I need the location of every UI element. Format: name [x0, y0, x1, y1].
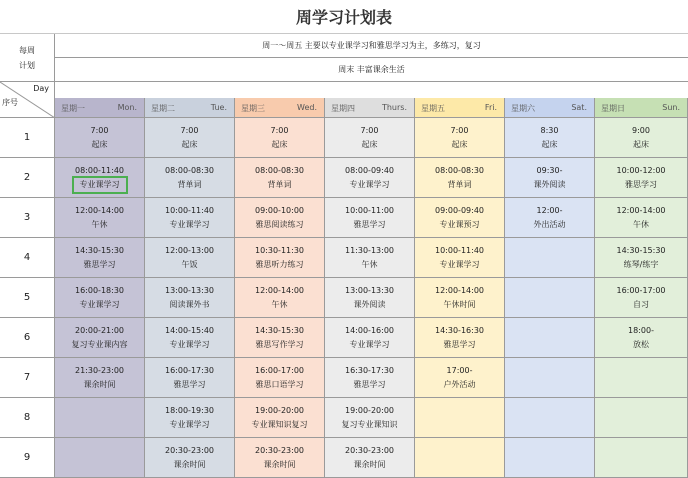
- schedule-cell-sun[interactable]: [595, 398, 688, 438]
- schedule-cell-sat[interactable]: [505, 118, 595, 158]
- schedule-cell-tue[interactable]: [145, 358, 235, 398]
- day-header-cn: 星期一: [61, 104, 85, 113]
- schedule-cell-fri[interactable]: [415, 198, 505, 238]
- cell-activity: 专业课学习: [74, 178, 126, 192]
- day-header-cn: 星期三: [241, 104, 265, 113]
- row-number[interactable]: 8: [0, 398, 55, 438]
- cell-time: 16:30-17:30: [345, 365, 394, 375]
- cell-time: 14:30-16:30: [435, 325, 484, 335]
- cell-activity: 课余时间: [353, 459, 386, 469]
- cell-time: 7:00: [270, 125, 289, 135]
- cell-activity: 背单词: [177, 179, 202, 189]
- day-header-en: Sat.: [571, 103, 587, 112]
- cell-activity: 起床: [633, 139, 649, 149]
- cell-time: 8:30: [540, 125, 559, 135]
- cell-activity: 雅思学习: [353, 379, 386, 389]
- schedule-cell-thu[interactable]: [325, 238, 415, 278]
- cell-activity: 专业课学习: [349, 339, 390, 349]
- cell-time: 20:00-21:00: [75, 325, 124, 335]
- schedule-cell-sun[interactable]: [595, 238, 688, 278]
- schedule-cell-tue[interactable]: [145, 318, 235, 358]
- schedule-cell-tue[interactable]: [145, 198, 235, 238]
- cell-time: 7:00: [360, 125, 379, 135]
- cell-activity: 雅思学习: [83, 259, 116, 269]
- cell-activity: 复习专业课知识: [341, 419, 398, 429]
- cell-time: 9:00: [632, 125, 650, 135]
- day-header-cn: 星期日: [601, 104, 625, 113]
- cell-time: 10:30-11:30: [255, 245, 304, 255]
- cell-time: 12:00-14:00: [616, 205, 666, 215]
- cell-activity: 午休时间: [443, 299, 476, 309]
- cell-activity: 雅思口语学习: [255, 379, 304, 389]
- cell-time: 17:00-: [446, 365, 473, 375]
- schedule-cell-mon[interactable]: [55, 118, 145, 158]
- cell-time: 16:00-17:00: [616, 285, 666, 295]
- cell-time: 09:00-10:00: [255, 205, 304, 215]
- plan-label-line1: 每周: [19, 45, 35, 55]
- cell-activity: 外出活动: [533, 219, 566, 229]
- cell-time: 08:00-08:30: [165, 165, 214, 175]
- day-header-cn: 星期五: [421, 104, 445, 113]
- cell-activity: 户外活动: [443, 379, 476, 389]
- cell-time: 12:00-14:00: [255, 285, 304, 295]
- cell-activity: 午饭: [181, 259, 198, 269]
- cell-time: 10:00-12:00: [616, 165, 666, 175]
- schedule-cell-mon[interactable]: [55, 158, 145, 198]
- cell-activity: 雅思学习: [353, 219, 386, 229]
- day-header-sun[interactable]: [595, 98, 688, 118]
- cell-activity: 午休: [633, 219, 649, 229]
- schedule-cell-sat[interactable]: [505, 358, 595, 398]
- schedule-cell-fri[interactable]: [415, 238, 505, 278]
- schedule-cell-thu[interactable]: [325, 398, 415, 438]
- cell-time: 13:00-13:30: [165, 285, 214, 295]
- cell-time: 14:30-15:30: [255, 325, 304, 335]
- day-header-cn: 星期四: [331, 104, 355, 113]
- page-title: 周学习计划表: [0, 0, 688, 34]
- schedule-cell-wed[interactable]: [235, 278, 325, 318]
- schedule-cell-mon[interactable]: [55, 438, 145, 478]
- cell-time: 19:00-20:00: [255, 405, 304, 415]
- day-header-en: Sun.: [662, 103, 680, 112]
- schedule-cell-thu[interactable]: [325, 118, 415, 158]
- row-number[interactable]: 3: [0, 198, 55, 238]
- schedule-cell-sun[interactable]: [595, 438, 688, 478]
- schedule-cell-tue[interactable]: [145, 278, 235, 318]
- day-header-wed[interactable]: [235, 98, 325, 118]
- cell-time: 18:00-: [628, 325, 654, 335]
- row-number[interactable]: 4: [0, 238, 55, 278]
- day-header-sat[interactable]: [505, 98, 595, 118]
- schedule-cell-tue[interactable]: [145, 398, 235, 438]
- day-header-cn: 星期六: [511, 104, 535, 113]
- cell-time: 08:00-08:30: [255, 165, 304, 175]
- cell-time: 16:00-18:30: [75, 285, 124, 295]
- schedule-cell-wed[interactable]: [235, 118, 325, 158]
- cell-time: 10:00-11:00: [345, 205, 394, 215]
- cell-activity: 雅思写作学习: [255, 339, 304, 349]
- cell-time: 12:00-14:00: [435, 285, 484, 295]
- cell-activity: 课余时间: [173, 459, 206, 469]
- cell-activity: 专业课学习: [79, 299, 120, 309]
- plan-weekend-text[interactable]: 周末 丰富课余生活: [55, 58, 688, 82]
- cell-activity: 午休: [361, 259, 378, 269]
- cell-time: 09:30-: [536, 165, 563, 175]
- cell-time: 12:00-13:00: [165, 245, 214, 255]
- schedule-cell-wed[interactable]: [235, 358, 325, 398]
- schedule-cell-thu[interactable]: [325, 278, 415, 318]
- schedule-cell-sat[interactable]: [505, 238, 595, 278]
- cell-time: 14:30-15:30: [75, 245, 124, 255]
- day-header-en: Fri.: [484, 103, 497, 112]
- schedule-cell-tue[interactable]: [145, 118, 235, 158]
- cell-activity: 课外阅读: [353, 299, 386, 309]
- schedule-cell-sun[interactable]: [595, 278, 688, 318]
- day-header-en: Mon.: [117, 103, 137, 112]
- day-header-tue[interactable]: [145, 98, 235, 118]
- corner-day-label: Day: [33, 84, 49, 93]
- cell-time: 16:00-17:30: [165, 365, 214, 375]
- row-number[interactable]: 2: [0, 158, 55, 198]
- schedule-cell-fri[interactable]: [415, 118, 505, 158]
- cell-activity: 起床: [271, 139, 288, 149]
- cell-activity: 练琴/练字: [623, 259, 659, 269]
- cell-activity: 专业课学习: [169, 339, 210, 349]
- schedule-cell-mon[interactable]: [55, 198, 145, 238]
- schedule-cell-thu[interactable]: [325, 198, 415, 238]
- day-header-en: Tue.: [210, 103, 227, 112]
- cell-activity: 背单词: [267, 179, 292, 189]
- schedule-cell-tue[interactable]: [145, 438, 235, 478]
- corner-header-cell[interactable]: [0, 82, 55, 118]
- cell-time: 14:30-15:30: [616, 245, 666, 255]
- schedule-cell-mon[interactable]: [55, 398, 145, 438]
- schedule-cell-sat[interactable]: [505, 318, 595, 358]
- schedule-cell-mon[interactable]: [55, 318, 145, 358]
- schedule-cell-fri[interactable]: [415, 398, 505, 438]
- cell-time: 08:00-08:30: [435, 165, 484, 175]
- schedule-cell-wed[interactable]: [235, 158, 325, 198]
- schedule-cell-thu[interactable]: [325, 438, 415, 478]
- cell-activity: 专业课学习: [169, 419, 210, 429]
- schedule-cell-wed[interactable]: [235, 198, 325, 238]
- cell-activity: 放松: [633, 339, 649, 349]
- schedule-cell-tue[interactable]: [145, 238, 235, 278]
- cell-activity: 午休: [271, 299, 288, 309]
- schedule-cell-sat[interactable]: [505, 198, 595, 238]
- cell-activity: 专业课知识复习: [251, 419, 308, 429]
- schedule-cell-wed[interactable]: [235, 318, 325, 358]
- cell-activity: 雅思学习: [443, 339, 476, 349]
- cell-activity: 起床: [451, 139, 468, 149]
- schedule-cell-wed[interactable]: [235, 438, 325, 478]
- schedule-cell-thu[interactable]: [325, 358, 415, 398]
- cell-activity: 专业课预习: [439, 219, 480, 229]
- cell-time: 10:00-11:40: [435, 245, 484, 255]
- cell-activity: 午休: [91, 219, 108, 229]
- schedule-cell-fri[interactable]: [415, 358, 505, 398]
- day-header-en: Thurs.: [381, 103, 407, 112]
- schedule-cell-fri[interactable]: [415, 158, 505, 198]
- schedule-cell-sun[interactable]: [595, 158, 688, 198]
- cell-activity: 雅思听力练习: [255, 259, 304, 269]
- plan-label-line2: 计划: [19, 60, 35, 70]
- schedule-cell-sun[interactable]: [595, 358, 688, 398]
- corner-seq-label: 序号: [2, 98, 18, 107]
- cell-activity: 雅思学习: [625, 179, 657, 189]
- cell-activity: 专业课学习: [349, 179, 390, 189]
- cell-time: 12:00-14:00: [75, 205, 124, 215]
- cell-time: 10:00-11:40: [165, 205, 214, 215]
- cell-time: 20:30-23:00: [345, 445, 394, 455]
- schedule-cell-sat[interactable]: [505, 438, 595, 478]
- schedule-cell-mon[interactable]: [55, 358, 145, 398]
- cell-activity: 复习专业课内容: [71, 339, 128, 349]
- day-header-thu[interactable]: [325, 98, 415, 118]
- schedule-cell-sat[interactable]: [505, 278, 595, 318]
- cell-time: 7:00: [90, 125, 109, 135]
- cell-time: 11:30-13:00: [345, 245, 394, 255]
- cell-time: 16:00-17:00: [255, 365, 304, 375]
- cell-activity: 课余时间: [83, 379, 116, 389]
- cell-time: 21:30-23:00: [75, 365, 124, 375]
- row-number[interactable]: 5: [0, 278, 55, 318]
- cell-activity: 专业课学习: [169, 219, 210, 229]
- cell-time: 20:30-23:00: [255, 445, 304, 455]
- cell-activity: 背单词: [447, 179, 472, 189]
- cell-time: 08:00-09:40: [345, 165, 394, 175]
- cell-time: 12:00-: [536, 205, 563, 215]
- cell-activity: 专业课学习: [439, 259, 480, 269]
- cell-activity: 自习: [633, 299, 649, 309]
- cell-time: 13:00-13:30: [345, 285, 394, 295]
- row-number[interactable]: 6: [0, 318, 55, 358]
- row-number[interactable]: 7: [0, 358, 55, 398]
- cell-time: 08:00-11:40: [75, 165, 124, 175]
- cell-time: 09:00-09:40: [435, 205, 484, 215]
- schedule-cell-sun[interactable]: [595, 318, 688, 358]
- cell-activity: 起床: [181, 139, 198, 149]
- schedule-cell-mon[interactable]: [55, 238, 145, 278]
- schedule-cell-thu[interactable]: [325, 158, 415, 198]
- day-header-fri[interactable]: [415, 98, 505, 118]
- cell-activity: 起床: [361, 139, 378, 149]
- plan-label[interactable]: [0, 34, 55, 82]
- schedule-cell-mon[interactable]: [55, 278, 145, 318]
- schedule-cell-fri[interactable]: [415, 278, 505, 318]
- cell-time: 7:00: [450, 125, 469, 135]
- row-number[interactable]: 9: [0, 438, 55, 478]
- schedule-cell-fri[interactable]: [415, 438, 505, 478]
- cell-time: 20:30-23:00: [165, 445, 214, 455]
- cell-activity: 雅思学习: [173, 379, 206, 389]
- schedule-cell-thu[interactable]: [325, 318, 415, 358]
- cell-time: 18:00-19:30: [165, 405, 214, 415]
- cell-activity: 阅读课外书: [169, 299, 210, 309]
- cell-activity: 起床: [541, 139, 558, 149]
- schedule-cell-sun[interactable]: [595, 198, 688, 238]
- schedule-cell-fri[interactable]: [415, 318, 505, 358]
- cell-time: 19:00-20:00: [345, 405, 394, 415]
- schedule-cell-sat[interactable]: [505, 158, 595, 198]
- cell-time: 14:00-16:00: [345, 325, 394, 335]
- cell-activity: 起床: [91, 139, 108, 149]
- cell-time: 14:00-15:40: [165, 325, 214, 335]
- cell-activity: 课外阅读: [533, 179, 566, 189]
- schedule-cell-sat[interactable]: [505, 398, 595, 438]
- schedule-cell-tue[interactable]: [145, 158, 235, 198]
- schedule-cell-wed[interactable]: [235, 398, 325, 438]
- cell-time: 7:00: [180, 125, 199, 135]
- schedule-cell-wed[interactable]: [235, 238, 325, 278]
- day-header-en: Wed.: [297, 103, 317, 112]
- cell-activity: 课余时间: [263, 459, 296, 469]
- schedule-cell-sun[interactable]: [595, 118, 688, 158]
- day-header-cn: 星期二: [151, 104, 175, 113]
- row-number[interactable]: 1: [0, 118, 55, 158]
- day-header-mon[interactable]: [55, 98, 145, 118]
- plan-weekday-text[interactable]: 周一～周五 主要以专业课学习和雅思学习为主，多练习，复习: [55, 34, 688, 58]
- cell-activity: 雅思阅读练习: [255, 219, 304, 229]
